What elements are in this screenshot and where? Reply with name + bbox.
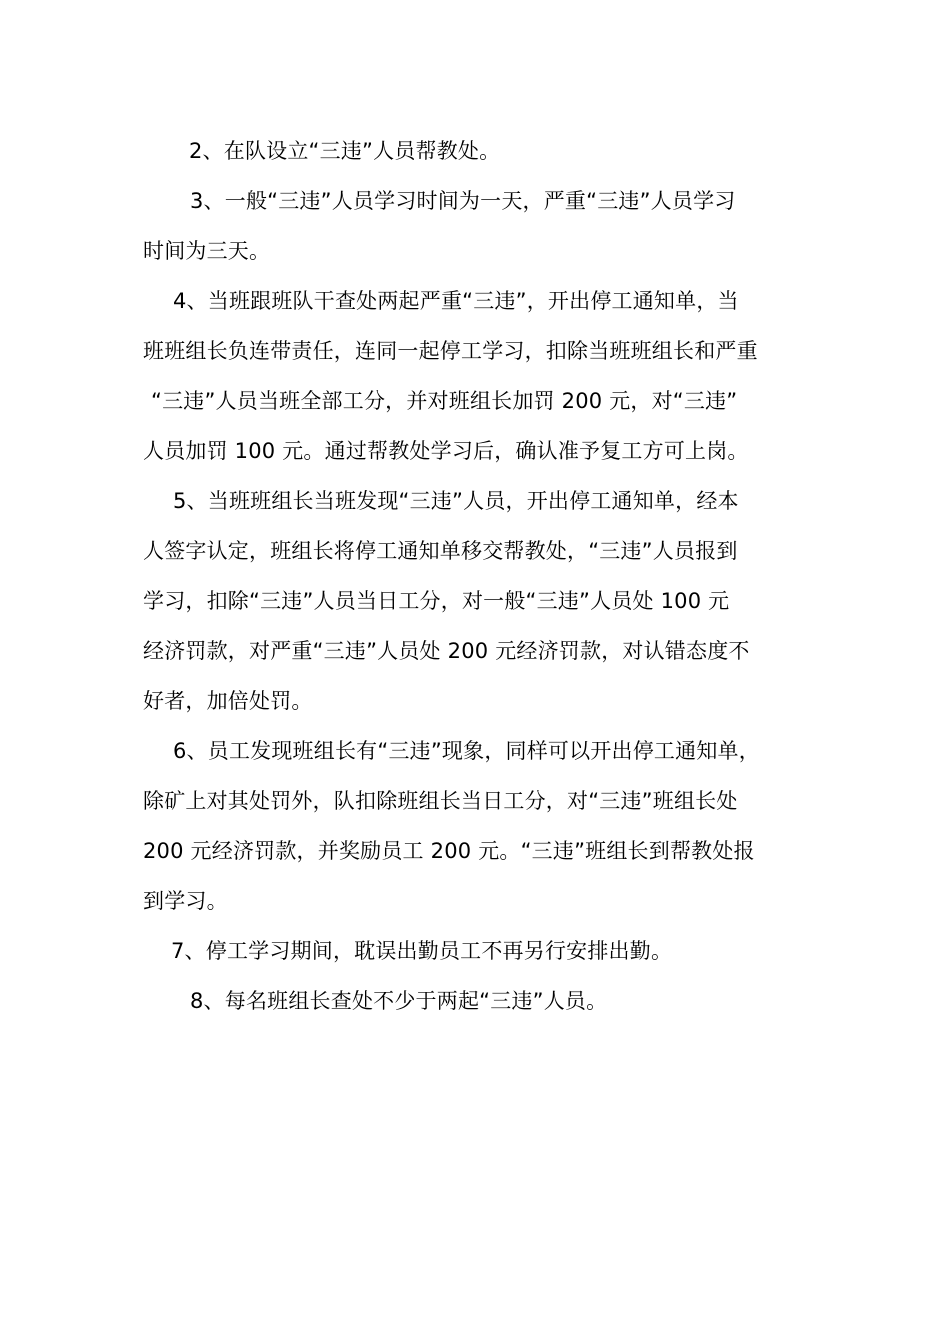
paragraph-5-line-3: 学习，扣除“三违”人员当日工分，对一般“三违”人员处 100 元 — [143, 589, 730, 613]
paragraph-5-line-1: 5、当班班组长当班发现“三违”人员，开出停工通知单，经本 — [173, 489, 739, 513]
paragraph-3-line-2: 时间为三天。 — [143, 239, 271, 263]
paragraph-8-line-1: 8、每名班组长查处不少于两起“三违”人员。 — [190, 989, 608, 1013]
paragraph-4-line-3: “三违”人员当班全部工分，并对班组长加罚 200 元，对“三违” — [151, 389, 738, 413]
paragraph-6-line-4: 到学习。 — [143, 889, 228, 913]
paragraph-5-line-2: 人签字认定，班组长将停工通知单移交帮教处，“三违”人员报到 — [143, 539, 738, 563]
paragraph-4-line-1: 4、当班跟班队干查处两起严重“三违”，开出停工通知单，当 — [173, 289, 739, 313]
paragraph-5-line-5: 好者，加倍处罚。 — [143, 689, 313, 713]
paragraph-5-line-4: 经济罚款，对严重“三违”人员处 200 元经济罚款，对认错态度不 — [143, 639, 750, 663]
paragraph-3-line-1: 3、一般“三违”人员学习时间为一天，严重“三违”人员学习 — [190, 189, 736, 213]
paragraph-2-line-1: 2、在队设立“三违”人员帮教处。 — [189, 139, 501, 163]
paragraph-4-line-2: 班班组长负连带责任，连同一起停工学习，扣除当班班组长和严重 — [143, 339, 758, 363]
document-body — [143, 126, 815, 1026]
paragraph-6-line-2: 除矿上对其处罚外，队扣除班组长当日工分，对“三违”班组长处 — [143, 789, 738, 813]
paragraph-6-line-1: 6、员工发现班组长有“三违”现象，同样可以开出停工通知单， — [173, 739, 760, 763]
paragraph-7-line-1: 7、停工学习期间，耽误出勤员工不再另行安排出勤。 — [171, 939, 673, 963]
paragraph-6-line-3: 200 元经济罚款，并奖励员工 200 元。“三违”班组长到帮教处报 — [143, 839, 755, 863]
paragraph-4-line-4: 人员加罚 100 元。通过帮教处学习后，确认准予复工方可上岗。 — [143, 439, 749, 463]
